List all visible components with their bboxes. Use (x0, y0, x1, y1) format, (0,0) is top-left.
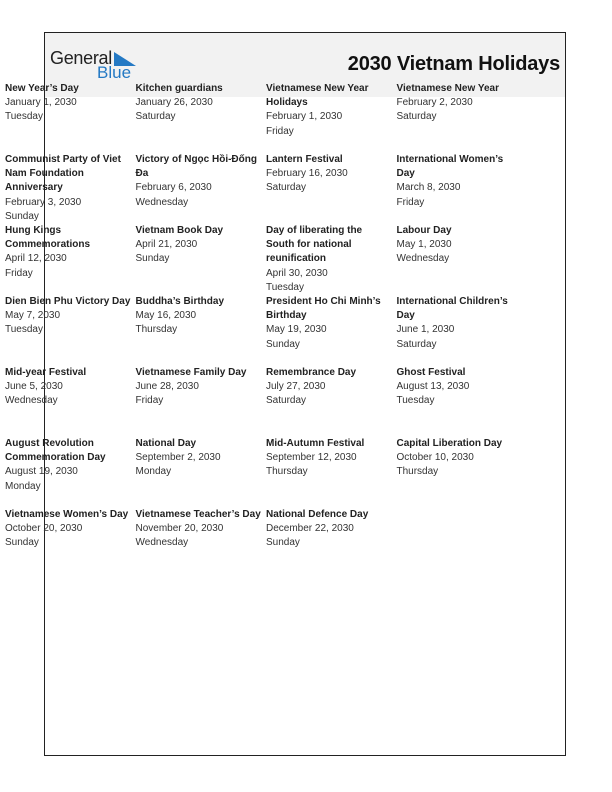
holiday-name: Ghost Festival (396, 367, 466, 378)
holiday-name: Vietnamese New Year (396, 83, 499, 94)
holiday-name: Labour Day (396, 225, 452, 236)
holiday-name: Day of liberating the South for national reunification (266, 225, 363, 265)
holiday-weekday: Wednesday (396, 253, 450, 265)
holiday-name: National Day (135, 438, 197, 449)
holiday-entry (397, 82, 525, 153)
holiday-entry (136, 224, 267, 295)
holiday-date: February 1, 2030 (266, 111, 343, 123)
holiday-entry (397, 295, 525, 366)
page-title: 2030 Vietnam Holidays (347, 53, 560, 75)
holiday-weekday: Sunday (135, 253, 170, 265)
holiday-entry (5, 153, 136, 224)
holiday-weekday: Saturday (396, 338, 437, 350)
holiday-name: Lantern Festival (266, 154, 343, 165)
holiday-date: February 2, 2030 (396, 97, 473, 109)
holiday-weekday: Sunday (266, 537, 300, 549)
holiday-date: February 6, 2030 (135, 182, 212, 194)
generalblue-logo (50, 48, 140, 82)
holiday-date: May 7, 2030 (5, 310, 61, 322)
holiday-date: March 8, 2030 (396, 182, 461, 194)
holiday-entry (136, 508, 267, 579)
holiday-name: Vietnamese Family Day (135, 367, 247, 378)
holiday-weekday: Saturday (266, 182, 307, 194)
holiday-date: June 28, 2030 (135, 381, 199, 393)
holiday-weekday: Friday (5, 267, 33, 279)
holiday-weekday: Saturday (135, 111, 176, 123)
holiday-date: September 12, 2030 (266, 452, 357, 464)
holiday-entry (136, 437, 267, 508)
holiday-weekday: Sunday (5, 210, 39, 222)
holiday-name: Remembrance Day (266, 367, 357, 378)
holiday-name: Vietnam Book Day (135, 225, 224, 236)
holiday-entry (397, 224, 525, 295)
holiday-date: April 12, 2030 (5, 253, 67, 265)
holiday-weekday: Tuesday (396, 395, 435, 407)
holiday-name: Victory of Ngọc Hồi-Đống Đa (135, 154, 257, 180)
holiday-weekday: Wednesday (135, 537, 189, 549)
holiday-weekday: Wednesday (5, 395, 58, 407)
holiday-name: International Women’s Day (396, 154, 504, 180)
holiday-name: Vietnamese Women’s Day (5, 509, 129, 520)
holiday-weekday: Sunday (5, 537, 39, 549)
holiday-date: May 1, 2030 (396, 239, 452, 251)
holiday-name: Kitchen guardians (135, 83, 223, 94)
holiday-name: Mid-Autumn Festival (266, 438, 365, 449)
holiday-entry (5, 295, 136, 366)
holiday-entry (397, 153, 525, 224)
holiday-name: President Ho Chi Minh’s Birthday (266, 296, 381, 322)
holiday-entry (5, 224, 136, 295)
holiday-weekday: Sunday (266, 338, 300, 350)
holiday-date: December 22, 2030 (266, 523, 354, 535)
holiday-date: August 19, 2030 (5, 466, 78, 478)
holiday-weekday: Monday (5, 480, 41, 492)
holiday-name: Hung Kings Commemorations (5, 225, 91, 251)
holiday-date: September 2, 2030 (135, 452, 221, 464)
holiday-name: Mid-year Festival (5, 367, 87, 378)
holiday-name: National Defence Day (266, 509, 369, 520)
holiday-date: June 5, 2030 (5, 381, 63, 393)
holiday-entry (266, 366, 397, 437)
holiday-date: April 30, 2030 (266, 267, 328, 279)
holiday-entry (5, 437, 136, 508)
holiday-weekday: Thursday (135, 324, 178, 336)
holiday-entry (266, 437, 397, 508)
holiday-weekday: Saturday (266, 395, 307, 407)
holiday-weekday: Tuesday (5, 324, 43, 336)
holiday-weekday: Friday (396, 196, 425, 208)
holiday-weekday: Tuesday (5, 111, 43, 123)
holiday-date: January 26, 2030 (135, 97, 213, 109)
holiday-entry (136, 295, 267, 366)
holiday-entry (266, 508, 397, 579)
holiday-date: January 1, 2030 (5, 97, 77, 109)
holiday-weekday: Friday (266, 125, 294, 137)
holiday-entry (5, 366, 136, 437)
holiday-entry (5, 508, 136, 579)
holiday-date: June 1, 2030 (396, 324, 455, 336)
holiday-name: International Children’s Day (396, 296, 508, 322)
holiday-date: November 20, 2030 (135, 523, 224, 535)
holiday-weekday: Tuesday (266, 281, 304, 293)
holiday-weekday: Thursday (266, 466, 308, 478)
holiday-weekday: Thursday (396, 466, 439, 478)
holiday-entry (266, 295, 397, 366)
logo-text-blue: Blue (97, 63, 132, 82)
holiday-entry (266, 224, 397, 295)
holiday-grid (5, 82, 525, 579)
holiday-name: Vietnamese New Year Holidays (266, 83, 369, 109)
holiday-entry (266, 82, 397, 153)
holiday-weekday: Wednesday (135, 196, 189, 208)
holiday-date: May 19, 2030 (266, 324, 327, 336)
holiday-weekday: Monday (135, 466, 172, 478)
holiday-date: April 21, 2030 (135, 239, 198, 251)
holiday-date: July 27, 2030 (266, 381, 326, 393)
holiday-entry (397, 437, 525, 508)
logo-text-general: General (50, 48, 112, 68)
holiday-date: October 10, 2030 (396, 452, 474, 464)
holiday-name: Vietnamese Teacher’s Day (135, 509, 261, 520)
holiday-entry (5, 82, 136, 153)
holiday-name: New Year’s Day (5, 83, 79, 94)
holiday-date: October 20, 2030 (5, 523, 83, 535)
holiday-date: May 16, 2030 (135, 310, 197, 322)
holiday-name: Capital Liberation Day (396, 438, 503, 449)
holiday-entry (136, 82, 267, 153)
holiday-weekday: Saturday (396, 111, 437, 123)
holiday-name: Dien Bien Phu Victory Day (5, 296, 131, 307)
holiday-name: Communist Party of Viet Nam Foundation Anniversary (5, 154, 121, 194)
holiday-name: August Revolution Commemoration Day (5, 438, 106, 464)
holiday-name: Buddha’s Birthday (135, 296, 225, 307)
holiday-weekday: Friday (135, 395, 164, 407)
holiday-entry (266, 153, 397, 224)
holiday-entry (136, 153, 267, 224)
holiday-entry (136, 366, 267, 437)
holiday-date: August 13, 2030 (396, 381, 470, 393)
holiday-date: February 16, 2030 (266, 168, 348, 180)
holiday-entry (397, 366, 525, 437)
holiday-date: February 3, 2030 (5, 196, 82, 208)
